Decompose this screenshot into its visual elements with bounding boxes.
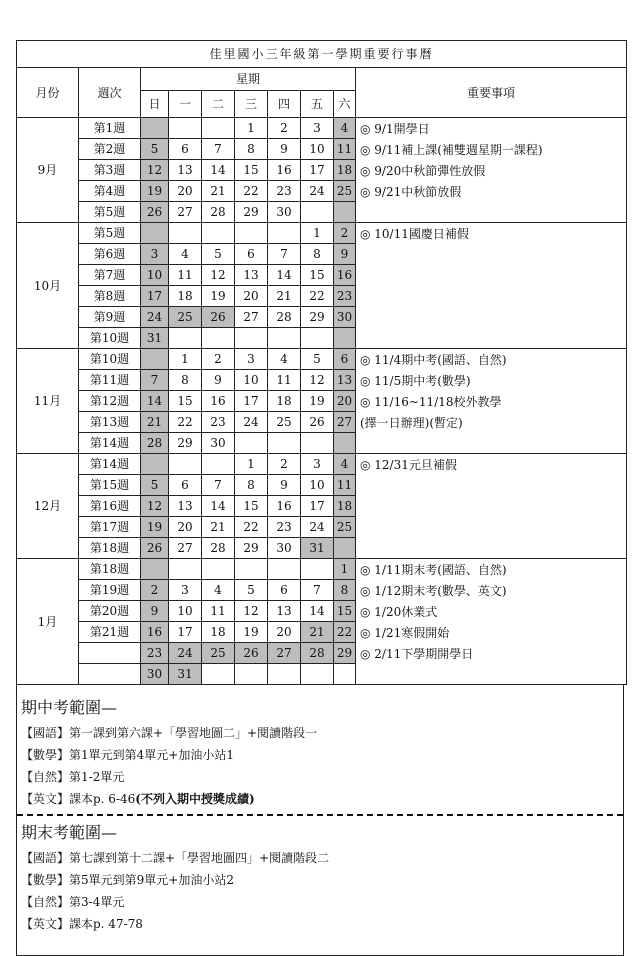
day-cell — [202, 664, 235, 685]
day-cell: 6 — [235, 244, 268, 265]
day-cell: 9 — [202, 370, 235, 391]
week-label: 第5週 — [79, 223, 141, 244]
day-cell: 20 — [169, 517, 202, 538]
day-cell: 4 — [169, 244, 202, 265]
day-cell — [301, 328, 334, 349]
day-cell — [334, 433, 356, 454]
event-item: ◎ 11/4期中考(國語、自然) — [360, 353, 507, 367]
day-cell — [334, 202, 356, 223]
day-cell: 8 — [169, 370, 202, 391]
week-label: 第12週 — [79, 391, 141, 412]
final-line: 【數學】第5單元到第9單元+加油小站2 — [21, 873, 234, 887]
day-cell: 7 — [301, 580, 334, 601]
week-label: 第13週 — [79, 412, 141, 433]
day-cell: 13 — [268, 601, 301, 622]
day-cell: 27 — [169, 538, 202, 559]
day-cell: 17 — [301, 160, 334, 181]
day-cell: 24 — [235, 412, 268, 433]
day-cell: 31 — [301, 538, 334, 559]
day-cell: 1 — [235, 118, 268, 139]
event-item: ◎ 1/11期末考(國語、自然) — [360, 563, 507, 577]
week-label: 第14週 — [79, 433, 141, 454]
day-cell: 22 — [169, 412, 202, 433]
events-cell — [356, 454, 627, 559]
day-cell: 29 — [235, 202, 268, 223]
day-cell: 26 — [141, 202, 169, 223]
event-item: ◎ 11/16~11/18校外教學 — [360, 395, 502, 409]
day-cell: 5 — [301, 349, 334, 370]
week-label: 第3週 — [79, 160, 141, 181]
day-cell: 13 — [334, 370, 356, 391]
day-cell: 16 — [141, 622, 169, 643]
day-cell: 24 — [141, 307, 169, 328]
day-cell: 4 — [268, 349, 301, 370]
final-line: 【國語】第七課到第十二課+「學習地圖四」+閱讀階段二 — [21, 851, 330, 865]
week-label: 第15週 — [79, 475, 141, 496]
event-item: ◎ 11/5期中考(數學) — [360, 374, 471, 388]
week-label: 第8週 — [79, 286, 141, 307]
day-cell: 27 — [334, 412, 356, 433]
day-cell — [235, 433, 268, 454]
day-cell: 17 — [141, 286, 169, 307]
week-label: 第21週 — [79, 622, 141, 643]
month-header: 月份 — [17, 68, 79, 118]
day-cell — [334, 538, 356, 559]
event-item: ◎ 9/1開學日 — [360, 122, 430, 136]
events-cell — [356, 223, 627, 349]
week-label: 第1週 — [79, 118, 141, 139]
day-cell — [301, 664, 334, 685]
day-cell: 23 — [202, 412, 235, 433]
day-cell — [334, 328, 356, 349]
events-cell — [356, 559, 627, 685]
day-cell: 9 — [141, 601, 169, 622]
day-cell: 9 — [268, 139, 301, 160]
day-cell: 20 — [334, 391, 356, 412]
day-cell: 22 — [334, 622, 356, 643]
day-cell: 19 — [202, 286, 235, 307]
events-header: 重要事項 — [356, 68, 627, 118]
day-cell: 14 — [202, 496, 235, 517]
day-header-thu: 四 — [268, 91, 301, 118]
day-cell — [202, 328, 235, 349]
day-cell: 6 — [268, 580, 301, 601]
dashed-divider — [17, 814, 623, 816]
midterm-line-english — [21, 788, 619, 810]
event-item: ◎ 9/11補上課(補雙週星期一課程) — [360, 143, 543, 157]
day-cell: 19 — [141, 181, 169, 202]
day-cell: 30 — [202, 433, 235, 454]
day-cell: 18 — [334, 496, 356, 517]
day-cell: 31 — [141, 328, 169, 349]
day-cell: 10 — [301, 139, 334, 160]
day-cell: 10 — [301, 475, 334, 496]
midterm-english-note: (不列入期中授獎成績) — [135, 792, 255, 806]
day-cell — [235, 328, 268, 349]
event-item: ◎ 1/12期末考(數學、英文) — [360, 584, 507, 598]
day-cell — [141, 454, 169, 475]
day-cell: 20 — [268, 622, 301, 643]
day-cell — [202, 454, 235, 475]
day-header-mon: 一 — [169, 91, 202, 118]
day-cell: 12 — [202, 265, 235, 286]
day-cell: 1 — [334, 559, 356, 580]
day-cell: 16 — [202, 391, 235, 412]
event-item: (擇一日辦理)(暫定) — [360, 416, 463, 430]
day-cell: 30 — [141, 664, 169, 685]
week-label: 第9週 — [79, 307, 141, 328]
day-cell — [169, 559, 202, 580]
day-cell: 27 — [268, 643, 301, 664]
week-header: 週次 — [79, 68, 141, 118]
day-cell: 26 — [202, 307, 235, 328]
day-cell — [235, 664, 268, 685]
day-cell: 3 — [141, 244, 169, 265]
day-cell: 12 — [301, 370, 334, 391]
day-cell: 2 — [268, 454, 301, 475]
day-cell: 7 — [202, 475, 235, 496]
day-cell: 2 — [334, 223, 356, 244]
day-cell: 2 — [141, 580, 169, 601]
event-item: ◎ 9/20中秋節彈性放假 — [360, 164, 486, 178]
day-cell: 18 — [334, 160, 356, 181]
month-label: 1月 — [17, 559, 79, 685]
day-cell: 10 — [235, 370, 268, 391]
day-cell — [141, 118, 169, 139]
day-cell: 8 — [235, 139, 268, 160]
month-label: 12月 — [17, 454, 79, 559]
day-cell: 30 — [334, 307, 356, 328]
day-cell: 21 — [268, 286, 301, 307]
day-cell: 6 — [169, 475, 202, 496]
midterm-line: 【國語】第一課到第六課+「學習地圖二」+閱讀階段一 — [21, 726, 318, 740]
event-item: ◎ 12/31元旦補假 — [360, 458, 457, 472]
midterm-line: 【自然】第1-2單元 — [21, 770, 125, 784]
day-cell — [235, 223, 268, 244]
day-cell: 12 — [141, 160, 169, 181]
day-cell: 31 — [169, 664, 202, 685]
day-cell: 22 — [235, 517, 268, 538]
day-cell: 11 — [169, 265, 202, 286]
final-title: 期末考範圍— — [21, 823, 118, 842]
day-cell: 19 — [235, 622, 268, 643]
month-label: 9月 — [17, 118, 79, 223]
day-cell: 12 — [235, 601, 268, 622]
day-cell: 5 — [141, 139, 169, 160]
day-cell: 28 — [141, 433, 169, 454]
day-cell — [169, 118, 202, 139]
day-cell: 13 — [235, 265, 268, 286]
day-cell: 22 — [235, 181, 268, 202]
day-cell: 2 — [268, 118, 301, 139]
day-cell: 7 — [202, 139, 235, 160]
day-cell: 20 — [235, 286, 268, 307]
week-label: 第2週 — [79, 139, 141, 160]
day-cell: 24 — [301, 517, 334, 538]
exam-scope-section — [16, 685, 624, 956]
day-cell: 27 — [169, 202, 202, 223]
day-cell: 30 — [268, 538, 301, 559]
day-cell: 16 — [334, 265, 356, 286]
day-cell: 29 — [169, 433, 202, 454]
day-cell: 17 — [301, 496, 334, 517]
day-cell: 23 — [141, 643, 169, 664]
weekday-header: 星期 — [141, 68, 356, 91]
day-cell: 10 — [141, 265, 169, 286]
day-cell — [301, 202, 334, 223]
midterm-line: 【數學】第1單元到第4單元+加油小站1 — [21, 748, 234, 762]
day-cell: 24 — [301, 181, 334, 202]
week-label: 第10週 — [79, 349, 141, 370]
day-cell: 18 — [202, 622, 235, 643]
month-label: 11月 — [17, 349, 79, 454]
day-cell: 15 — [334, 601, 356, 622]
day-cell: 9 — [334, 244, 356, 265]
day-cell: 23 — [268, 517, 301, 538]
day-cell: 11 — [334, 475, 356, 496]
day-cell: 3 — [169, 580, 202, 601]
day-cell: 21 — [141, 412, 169, 433]
day-cell: 26 — [301, 412, 334, 433]
week-label: 第20週 — [79, 601, 141, 622]
day-cell: 3 — [235, 349, 268, 370]
day-header-tue: 二 — [202, 91, 235, 118]
day-cell: 6 — [334, 349, 356, 370]
day-cell: 28 — [202, 538, 235, 559]
day-cell: 5 — [141, 475, 169, 496]
day-cell: 25 — [202, 643, 235, 664]
event-item: ◎ 2/11下學期開學日 — [360, 647, 474, 661]
day-cell: 11 — [334, 139, 356, 160]
page-title: 佳里國小三年級第一學期重要行事曆 — [17, 41, 627, 68]
day-cell: 18 — [169, 286, 202, 307]
day-cell: 28 — [268, 307, 301, 328]
day-cell: 19 — [141, 517, 169, 538]
week-label: 第11週 — [79, 370, 141, 391]
day-cell: 27 — [235, 307, 268, 328]
day-cell — [202, 559, 235, 580]
day-header-sun: 日 — [141, 91, 169, 118]
day-cell: 4 — [334, 454, 356, 475]
day-cell: 23 — [334, 286, 356, 307]
day-cell: 13 — [169, 496, 202, 517]
day-cell — [202, 118, 235, 139]
week-label: 第6週 — [79, 244, 141, 265]
day-cell: 15 — [235, 160, 268, 181]
day-cell: 25 — [268, 412, 301, 433]
calendar-sheet — [16, 40, 624, 956]
week-label — [79, 664, 141, 685]
day-cell: 14 — [268, 265, 301, 286]
day-cell: 29 — [235, 538, 268, 559]
day-cell: 28 — [202, 202, 235, 223]
day-cell: 19 — [301, 391, 334, 412]
events-cell — [356, 118, 627, 223]
day-cell: 15 — [301, 265, 334, 286]
day-cell: 7 — [141, 370, 169, 391]
day-cell: 16 — [268, 160, 301, 181]
day-cell: 1 — [169, 349, 202, 370]
day-cell: 2 — [202, 349, 235, 370]
midterm-title: 期中考範圍— — [21, 698, 118, 717]
final-line: 【英文】課本p. 47-78 — [21, 917, 143, 931]
day-cell: 16 — [268, 496, 301, 517]
day-cell — [268, 328, 301, 349]
day-cell — [268, 433, 301, 454]
day-cell: 1 — [235, 454, 268, 475]
day-cell: 26 — [235, 643, 268, 664]
day-cell: 4 — [202, 580, 235, 601]
midterm-english-range: 【英文】課本p. 6-46 — [21, 792, 136, 806]
event-item: ◎ 10/11國慶日補假 — [360, 227, 469, 241]
day-cell: 8 — [301, 244, 334, 265]
day-cell: 28 — [301, 643, 334, 664]
day-cell: 3 — [301, 454, 334, 475]
day-cell: 24 — [169, 643, 202, 664]
final-line: 【自然】第3-4單元 — [21, 895, 125, 909]
day-cell: 3 — [301, 118, 334, 139]
month-label: 10月 — [17, 223, 79, 349]
day-cell: 17 — [169, 622, 202, 643]
day-header-fri: 五 — [301, 91, 334, 118]
week-label: 第16週 — [79, 496, 141, 517]
calendar-table — [16, 40, 627, 685]
week-label: 第4週 — [79, 181, 141, 202]
day-cell: 30 — [268, 202, 301, 223]
day-cell: 5 — [235, 580, 268, 601]
week-label: 第17週 — [79, 517, 141, 538]
day-cell — [141, 559, 169, 580]
day-cell — [169, 454, 202, 475]
day-cell: 15 — [235, 496, 268, 517]
week-label: 第18週 — [79, 559, 141, 580]
day-cell: 25 — [334, 181, 356, 202]
week-label: 第19週 — [79, 580, 141, 601]
day-cell — [268, 223, 301, 244]
day-cell: 21 — [202, 181, 235, 202]
day-cell: 18 — [268, 391, 301, 412]
day-cell: 11 — [202, 601, 235, 622]
week-label: 第18週 — [79, 538, 141, 559]
day-cell: 9 — [268, 475, 301, 496]
day-cell: 11 — [268, 370, 301, 391]
day-cell: 29 — [301, 307, 334, 328]
day-cell: 17 — [235, 391, 268, 412]
day-cell: 10 — [169, 601, 202, 622]
week-label: 第10週 — [79, 328, 141, 349]
day-cell: 4 — [334, 118, 356, 139]
week-label: 第14週 — [79, 454, 141, 475]
day-cell: 20 — [169, 181, 202, 202]
day-cell — [202, 223, 235, 244]
day-cell: 7 — [268, 244, 301, 265]
week-label: 第5週 — [79, 202, 141, 223]
day-cell: 15 — [169, 391, 202, 412]
day-cell — [334, 664, 356, 685]
day-cell — [301, 559, 334, 580]
day-cell: 29 — [334, 643, 356, 664]
day-cell — [169, 328, 202, 349]
day-cell: 22 — [301, 286, 334, 307]
day-cell: 12 — [141, 496, 169, 517]
day-cell: 21 — [301, 622, 334, 643]
day-cell: 23 — [268, 181, 301, 202]
event-item: ◎ 1/20休業式 — [360, 605, 438, 619]
event-item: ◎ 9/21中秋節放假 — [360, 185, 462, 199]
day-cell: 25 — [334, 517, 356, 538]
day-cell: 14 — [202, 160, 235, 181]
day-cell: 14 — [301, 601, 334, 622]
day-cell — [141, 349, 169, 370]
day-cell — [141, 223, 169, 244]
event-item: ◎ 1/21寒假開始 — [360, 626, 450, 640]
day-cell — [268, 559, 301, 580]
week-label — [79, 643, 141, 664]
day-cell: 25 — [169, 307, 202, 328]
day-cell: 26 — [141, 538, 169, 559]
day-cell — [268, 664, 301, 685]
day-cell: 1 — [301, 223, 334, 244]
day-cell: 8 — [235, 475, 268, 496]
day-cell: 8 — [334, 580, 356, 601]
day-cell: 14 — [141, 391, 169, 412]
day-header-wed: 三 — [235, 91, 268, 118]
day-cell: 6 — [169, 139, 202, 160]
day-cell: 13 — [169, 160, 202, 181]
day-cell: 5 — [202, 244, 235, 265]
day-cell — [235, 559, 268, 580]
day-cell — [301, 433, 334, 454]
week-label: 第7週 — [79, 265, 141, 286]
day-header-sat: 六 — [334, 91, 356, 118]
day-cell — [169, 223, 202, 244]
events-cell — [356, 349, 627, 454]
day-cell: 21 — [202, 517, 235, 538]
